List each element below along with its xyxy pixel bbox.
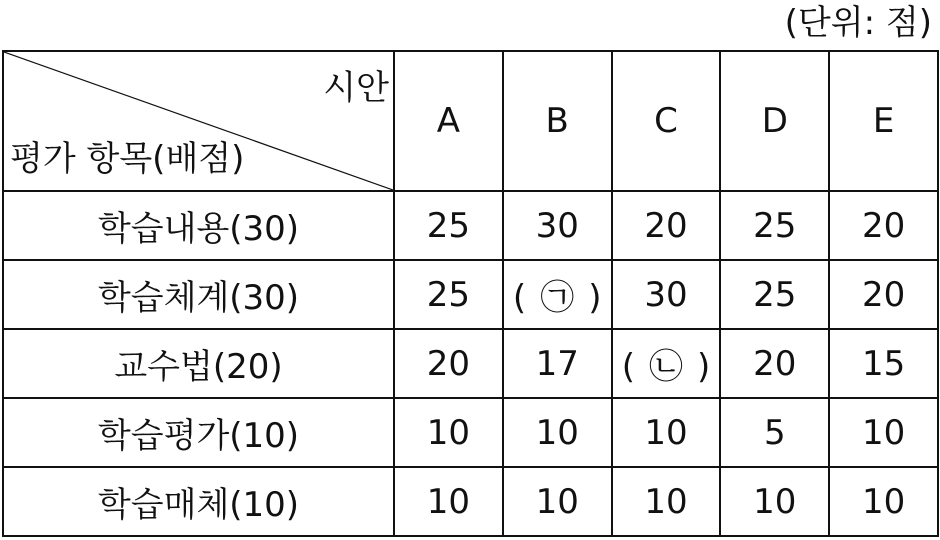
score-cell: 10 [394,398,503,467]
table-row [3,329,938,398]
row-axis-label: 평가 항목(배점) [10,139,245,179]
score-cell: 20 [720,329,829,398]
score-cell: 30 [503,191,612,260]
row-label: 교수법(20) [3,329,394,398]
blank-open-paren: ( [621,347,635,387]
table-row [3,191,938,260]
row-label: 학습체계(30) [3,260,394,329]
score-cell: 20 [394,329,503,398]
score-table [2,50,939,537]
score-cell: 10 [612,467,721,536]
score-cell: 10 [503,467,612,536]
row-label: 학습내용(30) [3,191,394,260]
score-cell: 10 [612,398,721,467]
score-cell: 10 [829,398,938,467]
score-cell: 20 [829,191,938,260]
score-cell: 20 [829,260,938,329]
blank-cell-giyeok [503,260,612,329]
diagonal-header-cell [3,51,394,191]
table-row [3,260,938,329]
header-row [3,51,938,191]
blank-open-paren: ( [512,278,527,318]
column-header-d: D [720,51,829,191]
score-cell: 10 [503,398,612,467]
column-header-e: E [829,51,938,191]
column-axis-label: 시안 [323,68,389,108]
row-label: 학습평가(10) [3,398,394,467]
score-cell: 25 [720,191,829,260]
score-cell: 25 [720,260,829,329]
score-cell: 25 [394,260,503,329]
score-cell: 17 [503,329,612,398]
blank-mark: ㉠ [540,278,575,318]
score-cell: 30 [612,260,721,329]
column-header-a: A [394,51,503,191]
score-cell: 25 [394,191,503,260]
score-cell: 10 [829,467,938,536]
blank-mark: ㉡ [648,347,683,387]
table-row [3,467,938,536]
blank-cell-nieun [612,329,721,398]
score-cell: 15 [829,329,938,398]
table-row [3,398,938,467]
column-header-c: C [612,51,721,191]
blank-close-paren: ) [696,347,711,387]
column-header-b: B [503,51,612,191]
score-cell: 10 [394,467,503,536]
score-cell: 5 [720,398,829,467]
unit-note: (단위: 점) [784,3,932,43]
blank-close-paren: ) [588,278,602,318]
score-cell: 20 [612,191,721,260]
score-cell: 10 [720,467,829,536]
row-label: 학습매체(10) [3,467,394,536]
